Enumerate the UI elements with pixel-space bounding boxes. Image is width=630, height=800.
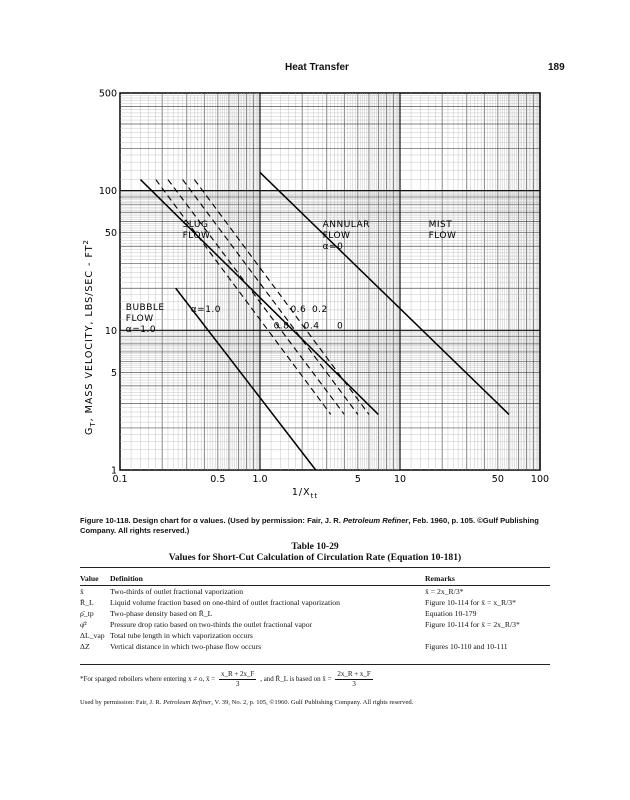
page-number: 189 bbox=[548, 62, 565, 73]
fraction-1-denominator: 3 bbox=[235, 680, 240, 688]
credit-rest: , V. 39, No. 2, p. 105, ©1960. Gulf Publishing Company. All rights reserved. bbox=[211, 699, 414, 706]
table-title: Values for Short-Cut Calculation of Circulation Rate (Equation 10-181) bbox=[168, 552, 462, 563]
table-row bbox=[80, 630, 550, 641]
annotation-label bbox=[183, 220, 211, 241]
annotation-label bbox=[429, 220, 457, 241]
table-footnote bbox=[80, 670, 550, 689]
annotation-label bbox=[323, 220, 370, 252]
page-header bbox=[0, 62, 630, 78]
fraction-2-numerator: 2x_R + x_F bbox=[337, 670, 371, 678]
annotation-line: 0.6 bbox=[290, 305, 307, 316]
annotation-line: 0.2 bbox=[311, 305, 328, 316]
credit-line bbox=[80, 699, 550, 706]
y-tick-label: 1 bbox=[110, 465, 117, 477]
annotation-line: BUBBLE bbox=[125, 302, 165, 313]
cell-definition: Two-thirds of outlet fractional vaporization bbox=[110, 587, 244, 596]
cell-value: ΔZ bbox=[80, 642, 90, 651]
cell-definition: Liquid volume fraction based on one-third of outlet fractional vaporization bbox=[110, 598, 340, 607]
footnote-middle: , and R̄_L is based on x̄ = bbox=[260, 675, 332, 684]
caption-journal: Petroleum Refiner bbox=[342, 516, 409, 525]
table-bottom-rule bbox=[80, 664, 550, 665]
figure-caption bbox=[80, 516, 550, 536]
cell-remarks bbox=[425, 630, 550, 641]
cell-definition: Two-phase density based on R̄_L bbox=[110, 609, 213, 618]
x-tick-label: 0.5 bbox=[210, 474, 226, 485]
annotation-label bbox=[290, 305, 306, 315]
credit-prefix: Used by permission: Fair, J. R. bbox=[80, 699, 162, 706]
cell-definition: Vertical distance in which two-phase flow occurs bbox=[110, 642, 262, 651]
cell-remarks: x̄ = 2x_R/3* bbox=[425, 587, 464, 596]
annotation-line: 0.4 bbox=[303, 321, 320, 332]
annotation-line: SLUG bbox=[182, 219, 209, 230]
annotation-line: FLOW bbox=[182, 230, 211, 241]
x-axis-label: $1/X_{tt}$ bbox=[291, 487, 319, 500]
fraction-2-denominator: 3 bbox=[352, 680, 356, 688]
col-definition: Definition bbox=[110, 573, 143, 583]
annotation-line: FLOW bbox=[428, 230, 457, 241]
caption-label: Figure 10-118. Design chart for α values. (Used by permission: Fair, J. R. bbox=[80, 516, 341, 525]
annotation-line: ANNULAR bbox=[322, 219, 370, 230]
x-tick-label: 1.0 bbox=[252, 474, 268, 485]
flow-regime-chart bbox=[75, 85, 555, 510]
running-title: Heat Transfer bbox=[285, 62, 349, 73]
table-top-rule bbox=[80, 567, 550, 568]
annotation-line: FLOW bbox=[125, 313, 154, 324]
table-row bbox=[80, 586, 550, 597]
fraction-1 bbox=[219, 670, 257, 689]
table-number: Table 10-29 bbox=[291, 541, 339, 552]
cell-value: x̄ bbox=[80, 587, 84, 596]
annotation-label bbox=[312, 305, 328, 315]
table-row bbox=[80, 597, 550, 608]
y-tick-label: 500 bbox=[98, 88, 117, 100]
annotation-line: α=1.0 bbox=[190, 305, 222, 316]
table-row bbox=[80, 641, 550, 652]
annotation-label bbox=[304, 322, 320, 332]
cell-value: R̄_L bbox=[80, 598, 94, 607]
annotation-line: α=0 bbox=[322, 241, 344, 252]
caption-rest: , Feb. 1960, p. 105. ©Gulf Publishing Company. All rights reserved.) bbox=[80, 516, 539, 535]
footnote-prefix: *For sparged reboilers where entering x ≠ o, x̄ = bbox=[80, 675, 216, 684]
cell-definition: Total tube length in which vaporization occurs bbox=[110, 631, 253, 640]
table-row bbox=[80, 608, 550, 619]
fraction-2 bbox=[335, 670, 373, 689]
table-row bbox=[80, 619, 550, 630]
annotation-line: 0 bbox=[337, 321, 344, 332]
values-table bbox=[80, 570, 550, 652]
series-line bbox=[176, 288, 316, 470]
annotation-label bbox=[191, 305, 221, 315]
x-tick-label: 10 bbox=[393, 474, 407, 485]
annotation-label bbox=[337, 322, 343, 332]
cell-value: φ̄² bbox=[80, 620, 87, 629]
series-line bbox=[140, 180, 378, 415]
y-tick-label: 10 bbox=[104, 325, 117, 337]
cell-value: ΔL_vap bbox=[80, 631, 105, 640]
annotation-line: 0.8 bbox=[273, 321, 290, 332]
x-tick-label: 50 bbox=[491, 474, 504, 485]
annotation-label bbox=[274, 322, 290, 332]
y-tick-label: 50 bbox=[104, 228, 117, 240]
col-remarks: Remarks bbox=[425, 573, 455, 583]
annotation-line: FLOW bbox=[322, 230, 351, 241]
x-tick-label: 100 bbox=[530, 474, 550, 485]
y-tick-label: 100 bbox=[98, 186, 117, 198]
cell-value: ρ̄_tp bbox=[80, 609, 94, 618]
table-header-row bbox=[80, 570, 550, 586]
series-line bbox=[183, 180, 358, 415]
annotation-line: α=1.0 bbox=[125, 324, 157, 335]
cell-remarks: Figure 10-114 for x̄ = x_R/3* bbox=[425, 598, 516, 607]
cell-definition: Pressure drop ratio based on two-thirds the outlet fractional vapor bbox=[110, 620, 313, 629]
annotation-line: MIST bbox=[428, 219, 453, 230]
col-value: Value bbox=[80, 573, 99, 583]
credit-journal: Petroleum Refiner bbox=[163, 699, 212, 706]
cell-remarks: Equation 10-179 bbox=[425, 609, 477, 618]
x-tick-label: 0.1 bbox=[112, 474, 128, 485]
y-tick-label: 5 bbox=[110, 367, 117, 379]
chart-series bbox=[140, 172, 508, 470]
y-axis-label: $G_T$, MASS VELOCITY, $LBS/SEC - FT^2$ bbox=[82, 238, 97, 436]
x-tick-label: 5 bbox=[354, 474, 361, 485]
fraction-1-numerator: x_R + 2x_F bbox=[220, 670, 255, 678]
cell-remarks: Figure 10-114 for x̄ = 2x_R/3* bbox=[425, 620, 520, 629]
chart-ticks bbox=[99, 89, 549, 486]
cell-remarks: Figures 10-110 and 10-111 bbox=[425, 642, 508, 651]
